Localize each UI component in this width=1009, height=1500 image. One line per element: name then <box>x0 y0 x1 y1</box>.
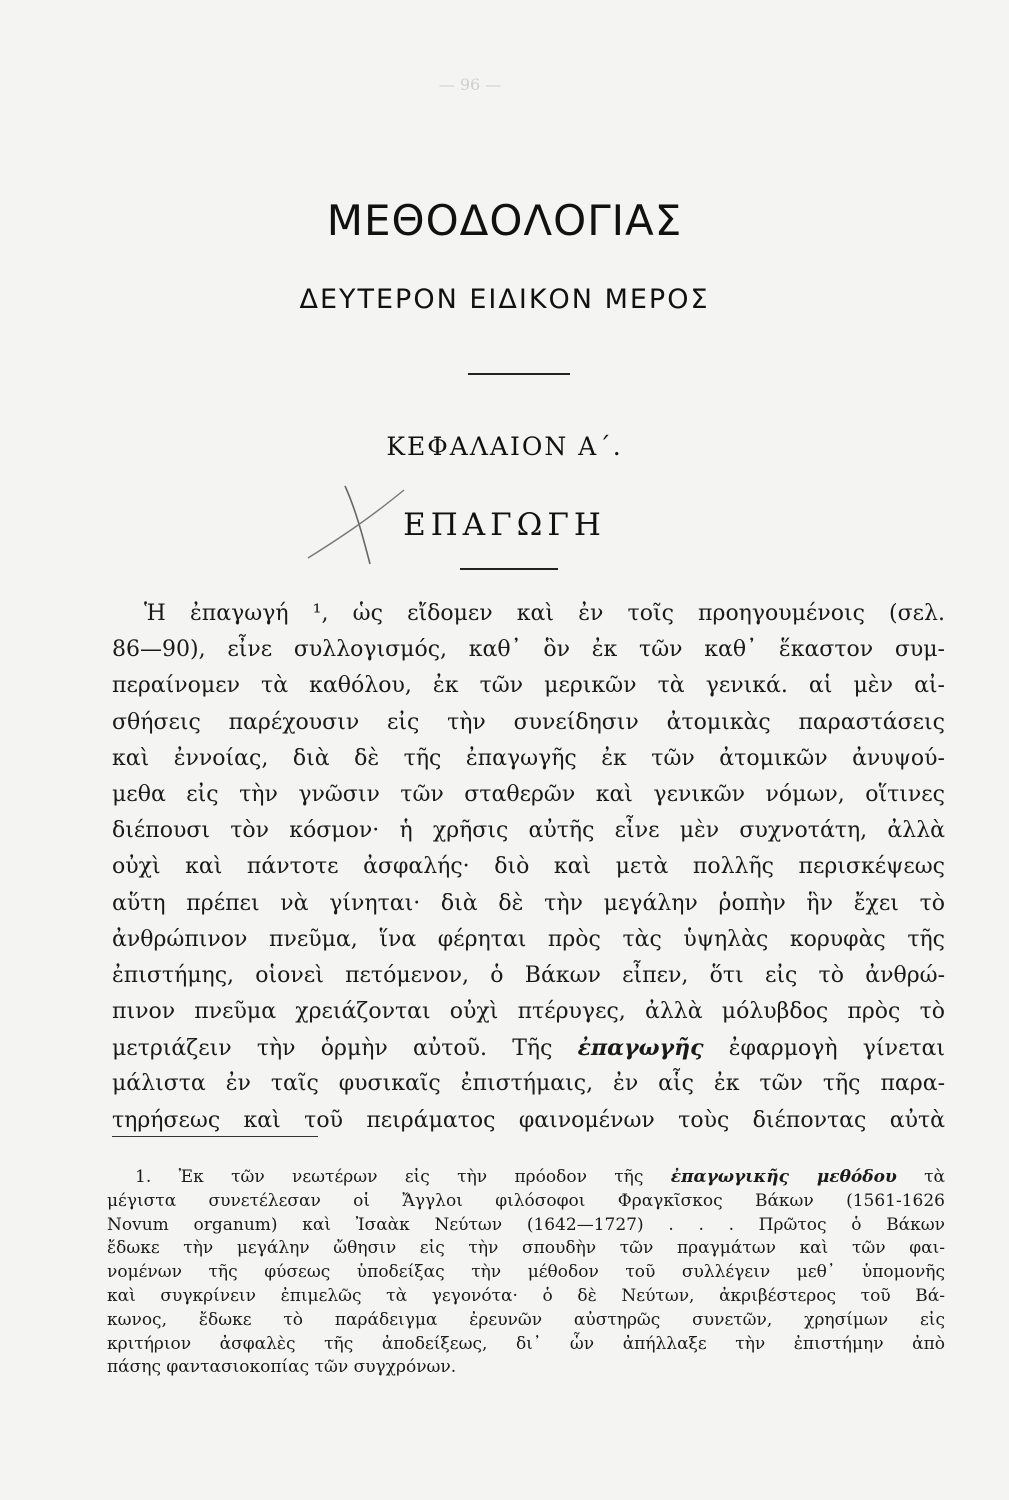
page-subtitle: ΔΕΥΤΕΡΟΝ ΕΙΔΙΚΟΝ ΜΕΡΟΣ <box>299 284 710 315</box>
body-line: μάλιστα ἐν ταῖς φυσικαῖς ἐπιστήμαις, ἐν αἷς ἐκ τῶν τῆς παρα- <box>112 1071 945 1097</box>
body-line: διέπουσι τὸν κόσμον· ἡ χρῆσις αὐτῆς εἶνε μὲν συχνοτάτη, ἀλλὰ <box>112 818 945 844</box>
footnote-line: κωνος, ἔδωκε τὸ παράδειγμα ἐρευνῶν αὐστηρῶς συνετῶν, χρησίμων εἰς <box>107 1309 945 1330</box>
body-line: αὕτη πρέπει νὰ γίνηται· διὰ δὲ τὴν μεγάλην ῥοπὴν ἣν ἔχει τὸ <box>112 890 945 916</box>
emphasis-term: ἐπαγωγικῆς μεθόδου <box>670 1167 897 1187</box>
body-line: πινον πνεῦμα χρειάζονται οὐχὶ πτέρυγες, ἀλλὰ μόλυβδος πρὸς τὸ <box>112 999 945 1025</box>
body-line-start: μετριάζειν τὴν ὁρμὴν αὐτοῦ. Τῆς <box>112 1036 553 1062</box>
footnote-line: Novum organum) καὶ Ἰσαὰκ Νεύτων (1642—1727) . . . Πρῶτος ὁ Βάκων <box>107 1214 945 1235</box>
footnote-line-end: τὰ <box>924 1167 946 1187</box>
bleed-through-text <box>110 70 830 106</box>
footnote-line: νομένων τῆς φύσεως ὑποδείξας τὴν μέθοδον τοῦ συλλέγειν μεθ᾿ ὑπομονῆς <box>107 1262 945 1283</box>
page-number: — 96 — <box>438 75 502 94</box>
body-line-emphasis <box>112 1030 945 1066</box>
footnote-line: μέγιστα συνετέλεσαν οἱ Ἄγγλοι φιλόσοφοι Φραγκῖσκος Βάκων (1561-1626 <box>107 1190 945 1211</box>
body-line: ἀνθρώπινον πνεῦμα, ἵνα φέρηται πρὸς τὰς ὑψηλὰς κορυφὰς τῆς <box>112 926 945 952</box>
body-line: οὐχὶ καὶ πάντοτε ἀσφαλής· διὸ καὶ μετὰ πολλῆς περισκέψεως <box>112 854 945 880</box>
body-text <box>112 596 945 1139</box>
body-line: 86—90), εἶνε συλλογισμός, καθ᾿ ὃν ἐκ τῶν καθ᾿ ἕκαστον συμ- <box>112 637 945 663</box>
chapter-label: ΚΕΦΑΛΑΙΟΝ Α΄. <box>386 432 623 461</box>
body-line: Ἡ ἐπαγωγή ¹, ὡς εἴδομεν καὶ ἐν τοῖς προηγουμένοις (σελ. <box>144 601 945 626</box>
body-line: καὶ ἐννοίας, διὰ δὲ τῆς ἐπαγωγῆς ἐκ τῶν ἀτομικῶν ἀνυψού- <box>112 745 945 771</box>
body-line: σθήσεις παρέχουσιν εἰς τὴν συνείδησιν ἀτομικὰς παραστάσεις <box>112 709 945 735</box>
footnote <box>107 1166 945 1380</box>
footnote-line-start: 1. Ἐκ τῶν νεωτέρων εἰς τὴν πρόοδον τῆς <box>135 1167 644 1187</box>
emphasis-term: ἐπαγωγῆς <box>577 1035 704 1062</box>
body-line-end: ἐφαρμογὴ γίνεται <box>728 1036 945 1062</box>
footnote-line: πάσης φαντασιοκοπίας τῶν συγχρόνων. <box>107 1357 457 1378</box>
body-line: μεθα εἰς τὴν γνῶσιν τῶν σταθερῶν καὶ γενικῶν νόμων, οἵτινες <box>112 781 945 807</box>
body-line: περαίνομεν τὰ καθόλου, ἐκ τῶν μερικῶν τὰ γενικά. αἱ μὲν αἰ- <box>112 673 945 699</box>
divider-rule-bottom <box>460 568 558 570</box>
divider-rule-top <box>468 373 570 375</box>
body-line: τηρήσεως καὶ τοῦ πειράματος φαινομένων τοὺς διέποντας αὐτὰ <box>112 1107 945 1133</box>
footnote-line: κριτήριον ἀσφαλὲς τῆς ἀποδείξεως, δι᾿ ὧν ἀπήλλαξε τὴν ἐπιστήμην ἀπὸ <box>107 1333 945 1354</box>
footnote-line: ἔδωκε τὴν μεγάλην ὤθησιν εἰς τὴν σπουδὴν τῶν πραγμάτων καὶ τῶν φαι- <box>107 1238 945 1259</box>
page-title: ΜΕΘΟΔΟΛΟΓΙΑΣ <box>326 196 683 245</box>
section-heading: ΕΠΑΓΩΓΗ <box>403 507 606 543</box>
footnote-line: καὶ συγκρίνειν ἐπιμελῶς τὰ γεγονότα· ὁ δὲ Νεύτων, ἀκριβέστερος τοῦ Βά- <box>107 1285 945 1306</box>
body-line: ἐπιστήμης, οἱονεὶ πετόμενον, ὁ Βάκων εἶπεν, ὅτι εἰς τὸ ἀνθρώ- <box>112 962 945 988</box>
footnote-rule <box>112 1136 318 1137</box>
footnote-line-emphasis <box>107 1166 945 1190</box>
